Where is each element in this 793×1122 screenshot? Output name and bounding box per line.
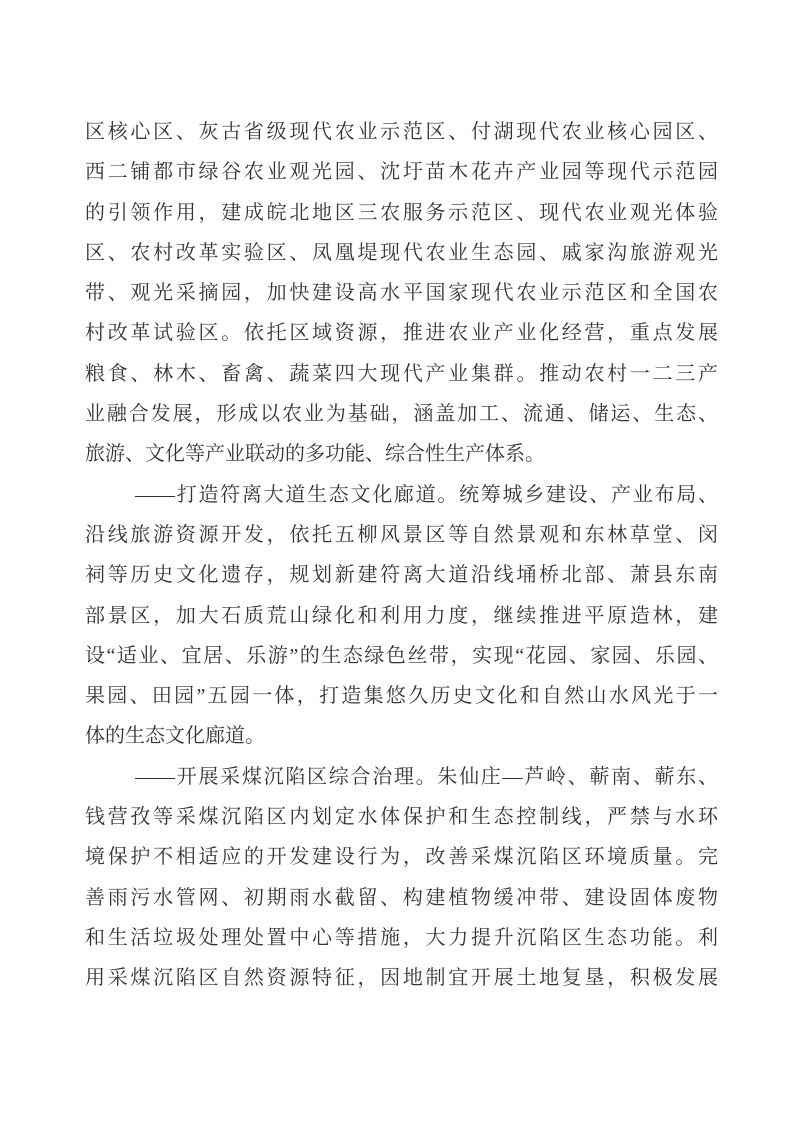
text-line: 果园、田园”五园一体，打造集悠久历史文化和自然山水风光于一	[85, 685, 718, 708]
text-line: 和生活垃圾处理处置中心等措施，大力提升沉陷区生态功能。利	[85, 926, 718, 949]
text-line: 的引领作用，建成皖北地区三农服务示范区、现代农业观光体验	[85, 201, 718, 224]
document-text-block	[85, 112, 718, 999]
text-line: 沿线旅游资源开发，依托五柳风景区等自然景观和东林草堂、闵	[85, 523, 718, 546]
paragraph-coal-mining-subsidence-treatment	[85, 757, 718, 999]
text-line: 区、农村改革实验区、凤凰堤现代农业生态园、戚家沟旅游观光	[85, 241, 718, 264]
text-line: 善雨污水管网、初期雨水截留、构建植物缓冲带、建设固体废物	[85, 886, 718, 909]
text-line: 用采煤沉陷区自然资源特征，因地制宜开展土地复垦，积极发展	[85, 967, 718, 990]
text-line: 祠等历史文化遗存，规划新建符离大道沿线埇桥北部、萧县东南	[85, 564, 718, 587]
text-line: 境保护不相适应的开发建设行为，改善采煤沉陷区环境质量。完	[85, 846, 718, 869]
text-line: ——打造符离大道生态文化廊道。统筹城乡建设、产业布局、	[135, 483, 718, 506]
text-line: 带、观光采摘园，加快建设高水平国家现代农业示范区和全国农	[85, 282, 718, 305]
text-line: 村改革试验区。依托区域资源，推进农业产业化经营，重点发展	[85, 322, 718, 345]
paragraph-fuli-avenue-eco-corridor	[85, 475, 718, 757]
text-line: 旅游、文化等产业联动的多功能、综合性生产体系。	[85, 443, 545, 466]
text-line: 部景区，加大石质荒山绿化和利用力度，继续推进平原造林，建	[85, 604, 718, 627]
text-line: 设“适业、宜居、乐游”的生态绿色丝带，实现“花园、家园、乐园、	[85, 644, 718, 667]
text-line: 业融合发展，形成以农业为基础，涵盖加工、流通、储运、生态、	[85, 403, 718, 426]
text-line: 钱营孜等采煤沉陷区内划定水体保护和生态控制线，严禁与水环	[85, 806, 718, 829]
text-line: 粮食、林木、畜禽、蔬菜四大现代产业集群。推动农村一二三产	[85, 362, 718, 385]
text-line: 体的生态文化廊道。	[85, 725, 265, 748]
text-line: 区核心区、灰古省级现代农业示范区、付湖现代农业核心园区、	[85, 121, 718, 143]
text-line: 西二铺都市绿谷农业观光园、沈圩苗木花卉产业园等现代示范园	[85, 161, 718, 184]
text-line: ——开展采煤沉陷区综合治理。朱仙庄—芦岭、蕲南、蕲东、	[135, 765, 718, 788]
paragraph-agriculture-clusters	[85, 112, 718, 475]
